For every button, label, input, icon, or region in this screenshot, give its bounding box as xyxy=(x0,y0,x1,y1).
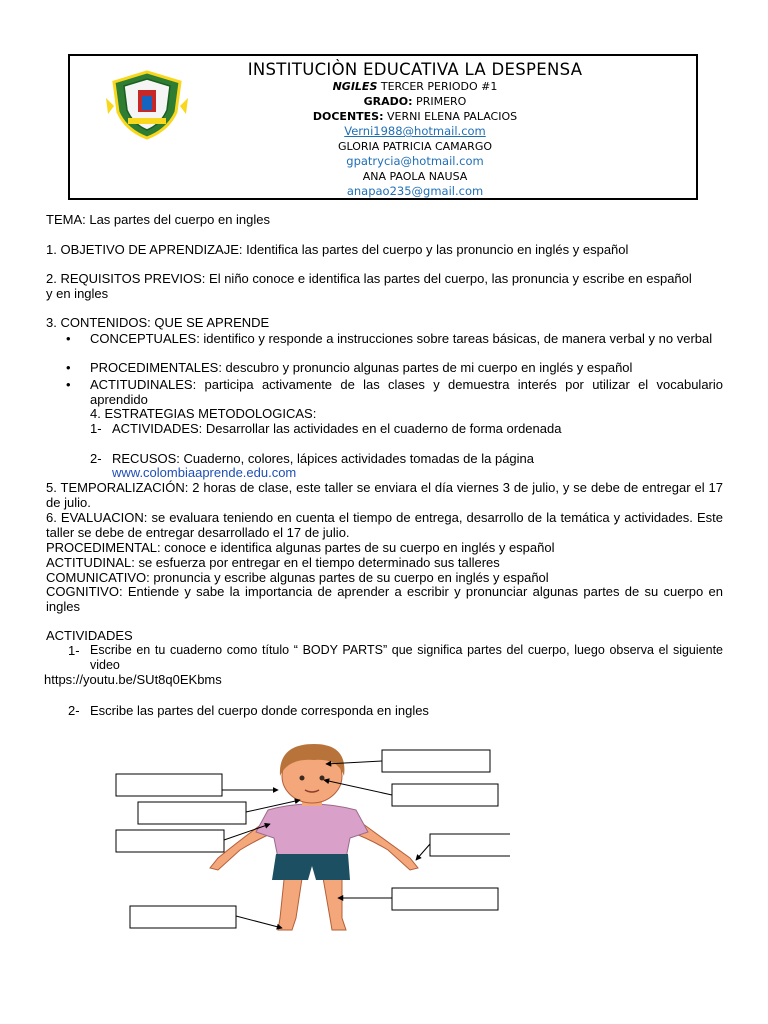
video-url[interactable]: https://youtu.be/SUt8q0EKbms xyxy=(44,672,222,687)
grade-line: GRADO: PRIMERO xyxy=(363,95,467,108)
actividades-heading: ACTIVIDADES xyxy=(46,628,133,643)
actitudinal: ACTITUDINAL: se esfuerza por entregar en el tiempo determinado sus talleres xyxy=(46,555,500,570)
activity-1-num: 1- xyxy=(68,643,80,658)
cognitivo: COGNITIVO: Entiende y sabe la importancia de aprender a escribir y pronunciar algunas partes de su cuerpo en ingles xyxy=(46,584,723,614)
answer-box-knee[interactable] xyxy=(392,888,498,910)
estrategias-heading: 4. ESTRATEGIAS METODOLOGICAS: xyxy=(90,406,317,421)
bullet-dot: • xyxy=(66,360,71,375)
actividades-num: 1- xyxy=(90,421,102,436)
bullet-conceptuales: CONCEPTUALES: identifico y responde a instrucciones sobre tareas básicas, de manera verbal y no verbal xyxy=(90,331,713,346)
bullet-dot: • xyxy=(66,377,71,392)
comunicativo: COMUNICATIVO: pronuncia y escribe algunas partes de su cuerpo en inglés y español xyxy=(46,570,549,585)
teacher-ana: ANA PAOLA NAUSA xyxy=(362,170,468,183)
colombiaaprende-link[interactable]: www.colombiaaprende.edu.com xyxy=(112,465,297,480)
activity-2-num: 2- xyxy=(68,703,80,718)
temporalizacion: 5. TEMPORALIZACIÓN: 2 horas de clase, este taller se enviara el día viernes 3 de julio, y se debe de entregar el 17 de julio. xyxy=(46,480,723,510)
answer-box-neck[interactable] xyxy=(138,802,246,824)
objetivo-line: 1. OBJETIVO DE APRENDIZAJE: Identifica las partes del cuerpo y las pronuncio en inglés y español xyxy=(46,242,629,257)
evaluacion: 6. EVALUACION: se evaluara teniendo en cuenta el tiempo de entrega, desarrollo de la temática y actividades. Este taller se debe de entregar desarrollado el 17 de julio. xyxy=(46,510,723,540)
bullet-dot: • xyxy=(66,331,71,346)
requisitos-line-2: y en ingles xyxy=(46,286,109,301)
answer-box-hand[interactable] xyxy=(430,834,510,856)
bullet-actitudinales: ACTITUDINALES: participa activamente de las clases y demuestra interés por utilizar el vocabulario aprendido xyxy=(90,377,723,407)
actividades-strategy: ACTIVIDADES: Desarrollar las actividades en el cuaderno de forma ordenada xyxy=(112,421,562,436)
teacher-gloria: GLORIA PATRICIA CAMARGO xyxy=(337,140,493,153)
bullet-procedimentales: PROCEDIMENTALES: descubro y pronuncio algunas partes de mi cuerpo en inglés y español xyxy=(90,360,633,375)
tema-line: TEMA: Las partes del cuerpo en ingles xyxy=(46,212,271,227)
answer-box-head[interactable] xyxy=(116,774,222,796)
procedimental: PROCEDIMENTAL: conoce e identifica algunas partes de su cuerpo en inglés y español xyxy=(46,540,555,555)
answer-box-shoulder[interactable] xyxy=(116,830,224,852)
answer-box-eyes[interactable] xyxy=(392,784,498,806)
activity-2-text: Escribe las partes del cuerpo donde corresponda en ingles xyxy=(90,703,429,718)
answer-box-foot[interactable] xyxy=(130,906,236,928)
school-title: INSTITUCIÒN EDUCATIVA LA DESPENSA xyxy=(247,60,583,79)
email-verni-link[interactable]: Verni1988@hotmail.com xyxy=(344,124,486,138)
subject-line: NGILES TERCER PERIODO #1 xyxy=(332,80,498,93)
school-crest-icon xyxy=(106,68,188,140)
email-gpatrycia: gpatrycia@hotmail.com xyxy=(346,154,484,168)
recursos-line: RECUSOS: Cuaderno, colores, lápices actividades tomadas de la página xyxy=(112,451,535,466)
email-anapao: anapao235@gmail.com xyxy=(346,184,484,198)
contenidos-heading: 3. CONTENIDOS: QUE SE APRENDE xyxy=(46,315,270,330)
recursos-num: 2- xyxy=(90,451,102,466)
requisitos-line: 2. REQUISITOS PREVIOS: El niño conoce e identifica las partes del cuerpo, las pronuncia y escribe en español xyxy=(46,271,692,286)
teachers-line: DOCENTES: VERNI ELENA PALACIOS xyxy=(312,110,518,123)
activity-1-text: Escribe en tu cuaderno como título “ BODY PARTS” que significa partes del cuerpo, luego observa el siguiente video xyxy=(90,643,723,672)
answer-box-hair[interactable] xyxy=(382,750,490,772)
body-parts-figure xyxy=(110,740,510,940)
